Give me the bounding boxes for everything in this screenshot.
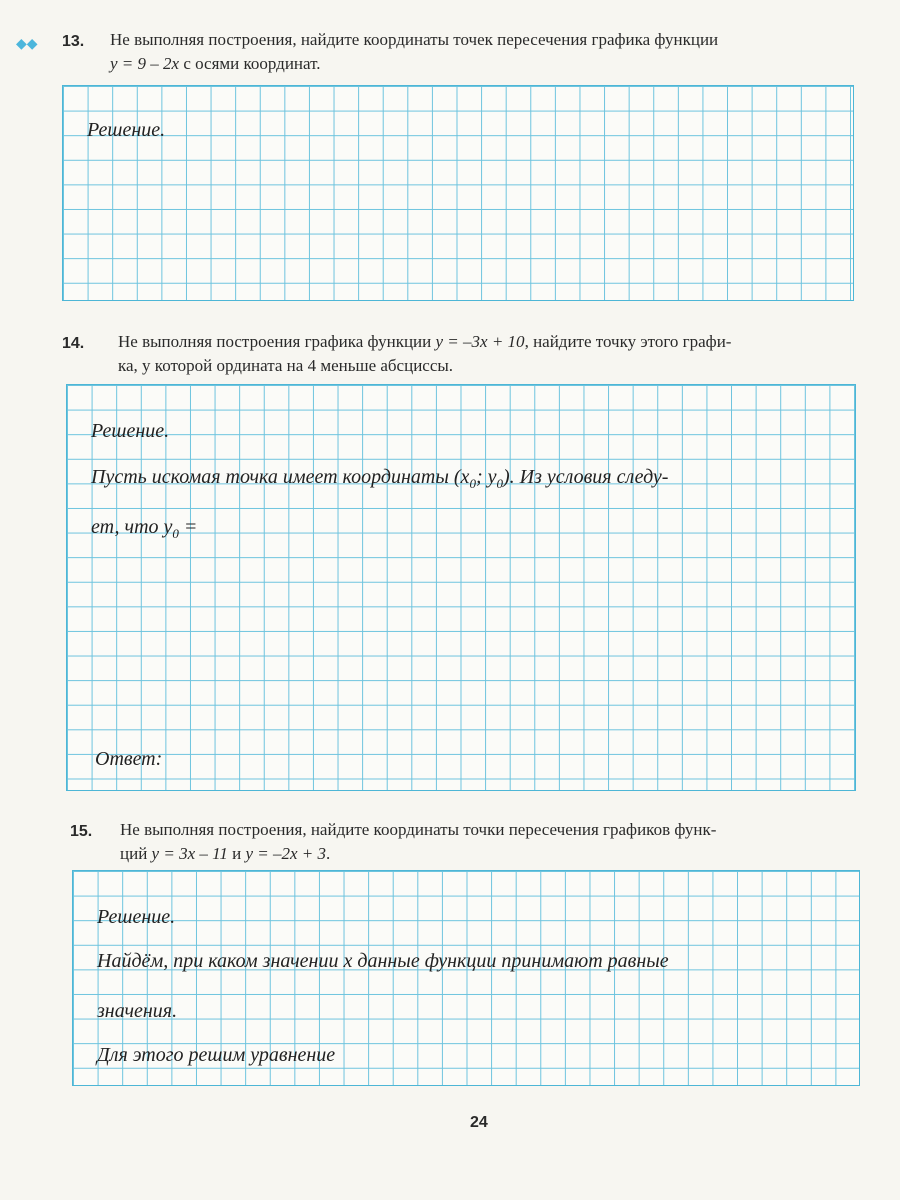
task-number: 15.: [70, 823, 93, 840]
solution-line: Для этого решим уравнение: [97, 1044, 336, 1066]
solution-label: Решение.: [91, 420, 170, 442]
double-arrow-marker-icon: ◆◆: [16, 37, 38, 52]
task-text-line1: Не выполняя построения, найдите координаты точки пересечения графиков функ-: [120, 820, 717, 839]
task-text-line2: ций y = 3x – 11 и y = –2x + 3.: [120, 844, 331, 863]
task-text-line2: ка, у которой ордината на 4 меньше абсциссы.: [118, 356, 454, 375]
solution-label: Решение.: [97, 906, 176, 928]
solution-line: Найдём, при каком значении x данные функции принимают равные: [97, 950, 669, 972]
task-text-line2: y = 9 – 2x с осями координат.: [110, 54, 321, 73]
task-number: 14.: [62, 335, 85, 352]
answer-label: Ответ:: [95, 748, 163, 770]
task-text-line1: Не выполняя построения, найдите координаты точек пересечения графика функции: [110, 30, 719, 49]
task-text-line1: Не выполняя построения графика функции y = –3x + 10, найдите точку этого графи-: [118, 332, 732, 351]
page-number: 24: [470, 1114, 488, 1131]
answer-grid-15[interactable]: [72, 870, 860, 1086]
solution-line: значения.: [97, 1000, 178, 1022]
answer-grid-13[interactable]: [62, 85, 854, 301]
answer-grid-14[interactable]: [66, 384, 856, 791]
task-number: 13.: [62, 33, 85, 50]
solution-line: ет, что $y_0$ =: [91, 516, 198, 541]
solution-line: Пусть искомая точка имеет координаты ($x_0$; $y_0$). Из условия следу-: [91, 466, 669, 491]
solution-label: Решение.: [87, 119, 166, 141]
